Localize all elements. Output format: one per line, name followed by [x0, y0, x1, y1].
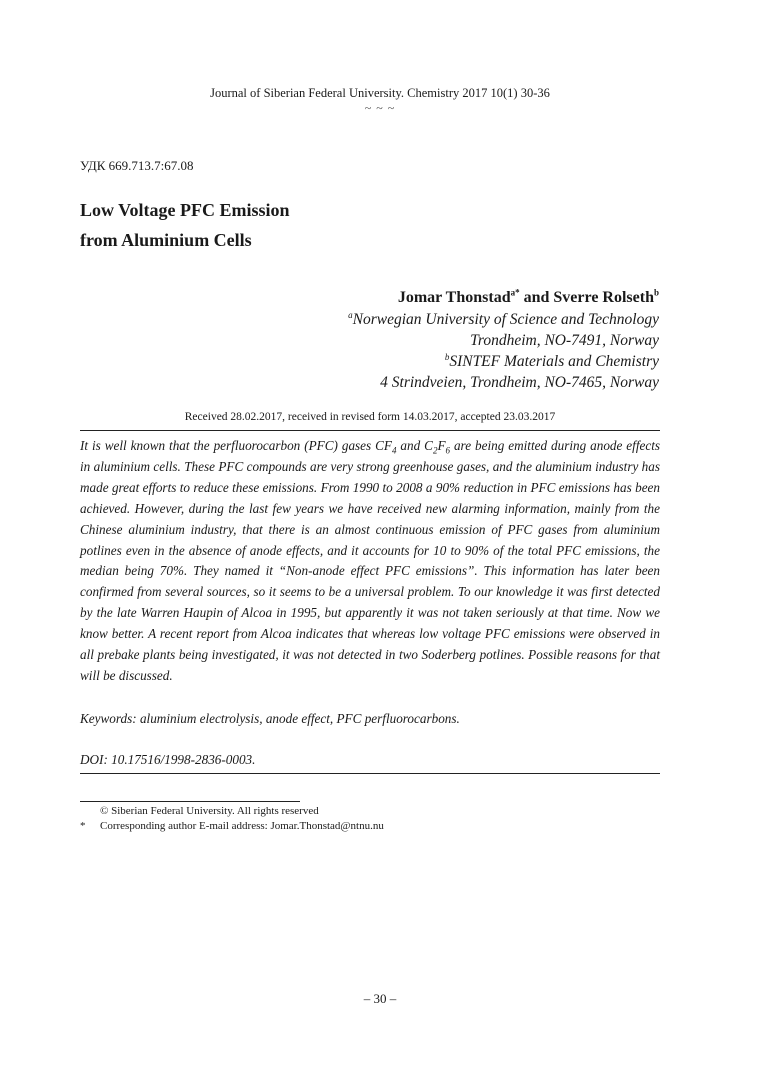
affiliation-marker: a: [348, 309, 353, 320]
abstract-text: It is well known that the perfluorocarbon (PFC) gases CF: [80, 438, 392, 453]
footnote-corresponding: [80, 820, 384, 832]
author-2: Sverre Rolseth: [553, 289, 654, 306]
footnote-copyright: [80, 805, 319, 817]
footnote-marker: *: [80, 820, 86, 832]
author-block: [348, 287, 659, 393]
footnote-rule: [80, 801, 300, 802]
abstract-text: and C: [396, 438, 433, 453]
received-dates: Received 28.02.2017, received in revised form 14.03.2017, accepted 23.03.2017: [184, 411, 556, 423]
affiliation-text: Norwegian University of Science and Technology: [352, 311, 659, 328]
affiliation-line: [348, 372, 659, 393]
footnote-text: Corresponding author E-mail address: Jomar.Thonstad@ntnu.nu: [100, 820, 384, 832]
abstract-top-rule: [80, 430, 660, 431]
affiliation-text: SINTEF Materials and Chemistry: [449, 353, 659, 370]
affiliation-line: [348, 330, 659, 351]
affiliation-text: Trondheim, NO-7491, Norway: [470, 332, 659, 349]
author-conjunction: and: [519, 289, 554, 306]
udk-code: УДК 669.713.7:67.08: [80, 158, 194, 173]
page-number: – 30 –: [363, 991, 397, 1006]
author-names: [348, 287, 659, 308]
author-1: Jomar Thonstad: [397, 289, 511, 306]
header-separator: ~ ~ ~: [364, 101, 396, 115]
journal-header: Journal of Siberian Federal University. Chemistry 2017 10(1) 30-36: [210, 86, 550, 100]
affiliation-marker: b: [444, 351, 450, 362]
abstract-bottom-rule: [80, 773, 660, 774]
footnote-text: © Siberian Federal University. All rights reserved: [100, 805, 319, 817]
author-2-marker: b: [653, 287, 659, 298]
abstract: [80, 436, 660, 687]
author-1-marker: a*: [510, 287, 520, 298]
title-line-1: Low Voltage PFC Emission: [80, 200, 290, 220]
affiliation-line: [348, 351, 659, 372]
subscript: 4: [391, 445, 397, 456]
affiliation-line: [348, 309, 659, 330]
subscript: 2: [432, 445, 438, 456]
affiliation-text: 4 Strindveien, Trondheim, NO-7465, Norway: [380, 374, 659, 391]
doi: DOI: 10.17516/1998-2836-0003.: [80, 752, 256, 767]
subscript: 6: [445, 445, 451, 456]
paper-title: [80, 195, 290, 255]
abstract-text: are being emitted during anode effects in aluminium cells. These PFC compounds are very strong greenhouse gases, and the aluminium industry has made great efforts to reduce these emissions. From 1990 to 2008 a 90% reduction in PFC emissions has been achieved. However, during the last few years we have received new alarming information, mainly from the Chinese aluminium industry, that there is an almost continuous emission of PFC gases from aluminium potlines even in the absence of anode effects, and it accounts for 10 to 90% of the total PFC emissions, the median being 70%. They named it “Non-anode effect PFC emissions”. This information has later been confirmed from several sources, so it seems to be a universal problem. To our knowledge it was first detected by the late Warren Haupin of Alcoa in 1995, but apparently it was not taken seriously at that time. Now we know better. A recent report from Alcoa indicates that whereas low voltage PFC emissions were observed in all prebake plants being investigated, it was not detected in two Soderberg potlines. Possible reasons for that will be discussed.: [80, 438, 660, 683]
abstract-text: F: [437, 438, 446, 453]
keywords: Keywords: aluminium electrolysis, anode effect, PFC perfluorocarbons.: [80, 711, 460, 726]
title-line-2: from Aluminium Cells: [80, 230, 252, 250]
